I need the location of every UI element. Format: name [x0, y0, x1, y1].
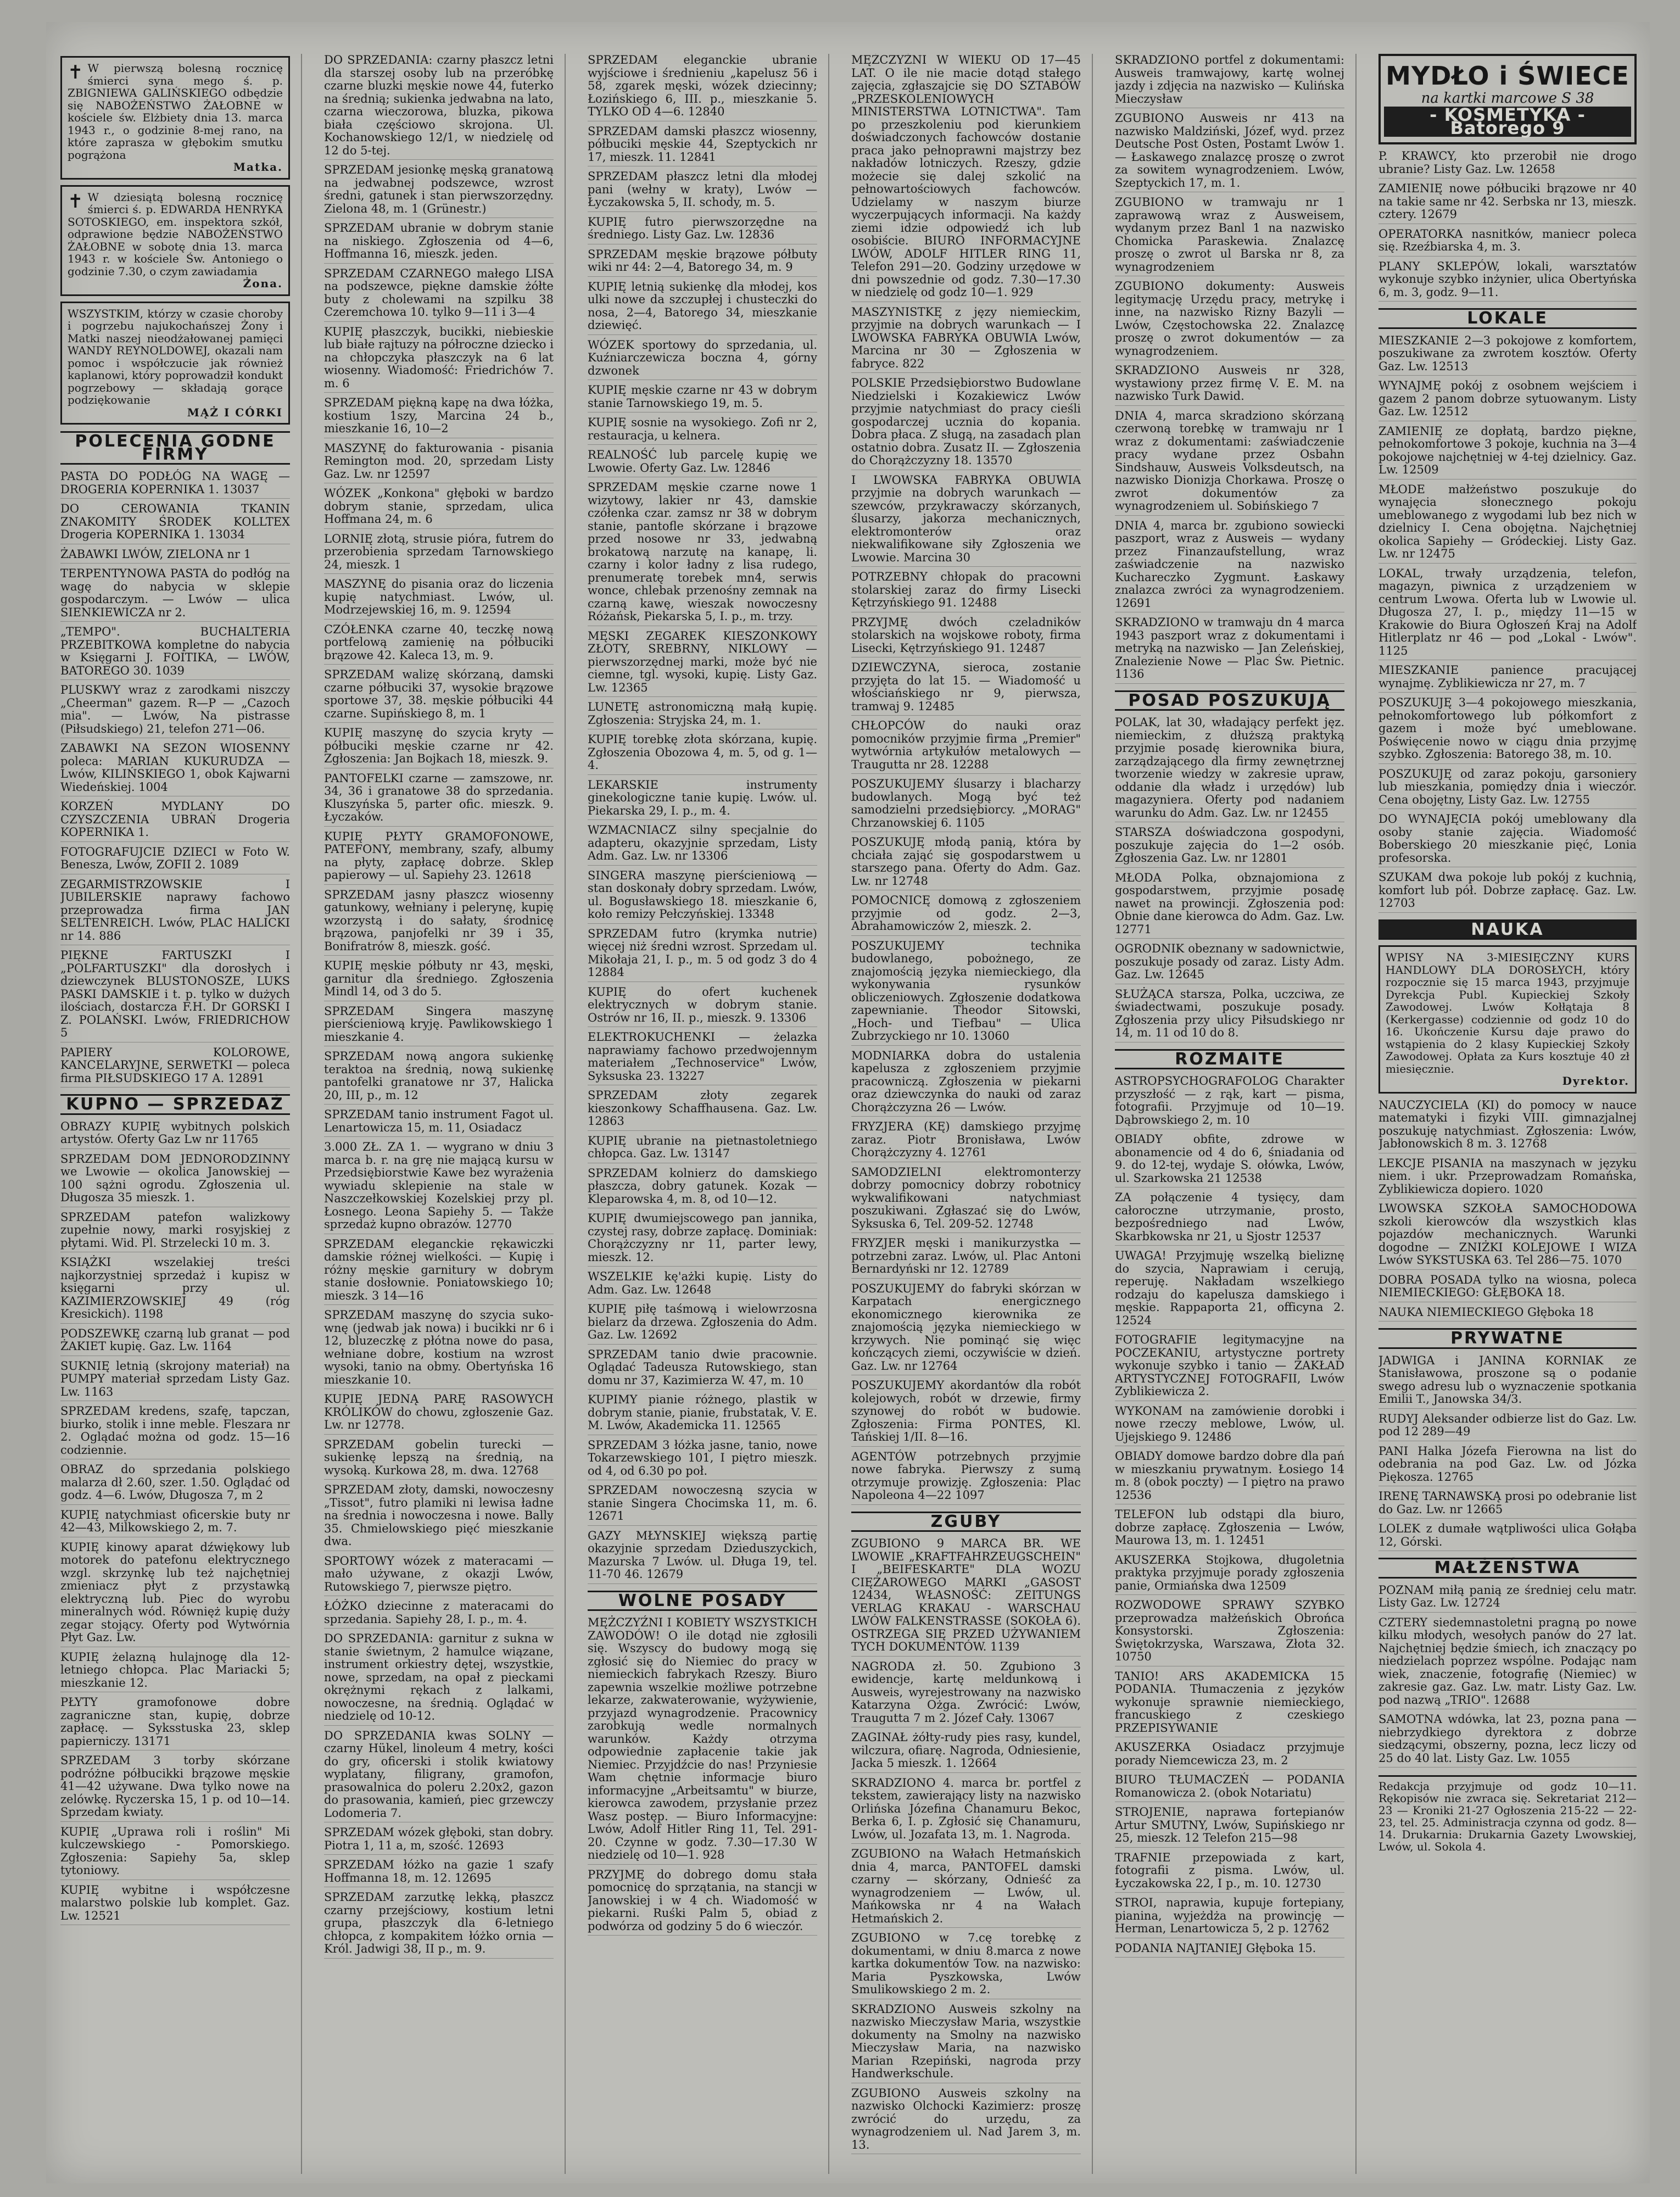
classified-ad: ZEGARMISTRZOWSKIE I JUBILERSKIE naprawy fachowo przeprowadza firma JAN SELTENREICH. Lwów, PLAC HALICKI nr 14. 886	[60, 878, 290, 946]
classified-ad: SPORTOWY wózek z materacami — mało używane, z okazji Lwów, Rutowskiego 7, pierwsze piętro.	[324, 1555, 554, 1597]
classified-ad: „TEMPO". BUCHALTERIA PRZEBITKOWA kompletne do nabycia w Księgarni J. FOITIKA, — LWÓW, BATOREGO 30. 1039	[60, 626, 290, 680]
classified-ad: ZGUBIONO w 7.cę torebkę z dokumentami, w dniu 8.marca z nowe kartka dokumentów Tow. na nazwisko: Maria Pyszkowska, Lwów Smulikowskiego 2 m. 2.	[851, 1932, 1081, 1999]
classified-ad: 3.000 ZŁ. ZA 1. — wygrano w dniu 3 marca b. r. na grę nie mającą kursu w Przedsiębiorstwie Kawe bez wyrażenia wywiadu sklepienie na stale w Naszczełkowskiej Kozelskiej przy pl. Łosnego. Leona Sapiehy 5. — Także sprzedaż kupno obrazów. 12770	[324, 1141, 554, 1234]
classified-ad: NAUCZYCIELA (KI) do pomocy w nauce matematyki i fizyki VIII. gimnazjalnej poszukuję natychmiast. Zgłoszenia: Lwów, Jabłonowskich 8 m. 3. 12768	[1378, 1099, 1637, 1153]
notice-box	[60, 56, 290, 180]
classified-ad: SPRZEDAM damski płaszcz wiosenny, półbuciki męskie 44, Szeptyckich nr 17, mieszk. 11. 12841	[588, 125, 817, 167]
classified-ad: POLSKIE Przedsiębiorstwo Budowlane Niedzielski i Kozakiewicz Lwów przyjmie natychmiast do pracy cieśli gospodarczej ucznia do kopania. Dobra płaca. Z sługą, na zasadach plan ostatnio dobra. Zusatz II. — Zgłoszenia do Chorążczyzny 18. 13570	[851, 377, 1081, 470]
classified-ad: OBIADY domowe bardzo dobre dla pań w mieszkaniu prywatnym. Łosiego 14 m. 8 (obok poczty) — I piętro na prawo 12536	[1115, 1450, 1344, 1504]
classified-ad: DOBRA POSADA tylko na wiosna, poleca NIEMIECKIEGO: GŁĘBOKA 18.	[1378, 1274, 1637, 1302]
classified-ad: SPRZEDAM eleganckie rękawiczki damskie różnej wielkości. — Kupię i różny męskie garnitury w dobrym stanie dosłownie. Poniatowskiego 10; mieszk. 3 14—16	[324, 1238, 554, 1306]
classified-ad: SPRZEDAM Singera maszynę pierścieniową kryję. Pawlikowskiego 1 mieszkanie 4.	[324, 1005, 554, 1047]
newspaper-page	[46, 22, 1650, 2183]
classified-ad: ASTROPSYCHOGRAFOLOG Charakter przyszłość — z rąk, kart — pisma, fotografii. Przyjmuje od 10—19. Dąbrowskiego 2, m. 10	[1115, 1075, 1344, 1129]
classified-ad: LOKAL, trwały urządzenia, telefon, magazyn, piwnica z urządzeniem w centrum Lwowa. Oferta lub w Lwowie ul. Długosza 27, I. p., między 11—15 w Krakowie do Biura Ogłoszeń Kraj na Adolf Hitlerplatz nr 46 — pod „Lokal - Lwów". 1125	[1378, 567, 1637, 661]
classified-ad: KUPIĘ męskie półbuty nr 43, męski, garnitur dla średniego. Zgłoszenia Mindl 14, od 3 do 5.	[324, 960, 554, 1001]
column-divider	[828, 54, 829, 2174]
classified-ad: SPRZEDAM 3 łóżka jasne, tanio, nowe Tokarzewskiego 101, I piętro mieszk. od 4, od 6.30 po poł.	[588, 1439, 817, 1481]
classified-ad: LEKCJE PISANIA na maszynach w języku niem. i ukr. Przeprowadzam Romańska, Zyblikiewicza dopiero. 1020	[1378, 1157, 1637, 1199]
classified-ad: JADWIGA i JANINA KORNIAK ze Stanisławowa, proszone są o podanie swego adresu lub o wyznaczenie spotkania Emilii T., Janowska 34/3.	[1378, 1354, 1637, 1409]
classified-ad: SPRZEDAM jesionkę męską granatową na jedwabnej podszewce, wzrost średni, gatunek i stan pierwszorzędny. Zielona 48, m. 1 (Grünestr.)	[324, 164, 554, 218]
classified-ad: SPRZEDAM walizę skórzaną, damski czarne półbuciki 37, wysokie brązowe sportowe 37, 38. męskie półbuciki 44 czarne. Supińskiego 8, m. 1	[324, 668, 554, 723]
classified-ad: SAMOTNA wdówka, lat 23, pozna pana — niebrzydkiego dyrektora z dobrze siedzącymi, obszerny, pozna, lecz liczy od 25 do 40 lat. Listy Gaz. Lw. 1055	[1378, 1713, 1637, 1767]
classified-ad: KUPIĘ „Uprawa roli i roślin" Mi kulczewskiego - Pomorskiego. Zgłoszenia: Sapiehy 5a, sklep tytoniowy.	[60, 1826, 290, 1880]
classified-ad: WÓZEK sportowy do sprzedania, ul. Kuźniarczewicza boczna 4, górny dzwonek	[588, 339, 817, 381]
column-divider	[1092, 54, 1093, 2174]
notice-box	[60, 185, 290, 296]
classified-ad: SKRADZIONO w tramwaju dn 4 marca 1943 paszport wraz z dokumentami i metryką na nazwisko — Jan Zeleńskiej, Znalezienie Nowe — Plac Św. Pietnic. 1136	[1115, 616, 1344, 684]
classified-ad: CZÓŁENKA czarne 40, teczkę nową portfelową zamienię na półbuciki brązowe 42. Kaleca 13, m. 9.	[324, 623, 554, 665]
brand-title: MYDŁO i ŚWIECE	[1386, 61, 1629, 91]
classified-ad: MASZYNISTKĘ z języ niemieckim, przyjmie na dobrych warunkach — I LWOWSKA FABRYKA OBUWIA Lwów, Marcina nr 30 — Zgłoszenia w fabryce. 822	[851, 306, 1081, 373]
classified-ad: REALNOŚĆ lub parcelę kupię we Lwowie. Oferty Gaz. Lw. 12846	[588, 449, 817, 477]
classified-ad: SPRZEDAM męskie brązowe półbuty wiki nr 44: 2—4, Batorego 34, m. 9	[588, 248, 817, 277]
classified-ad: AGENTÓW potrzebnych przyjmie nowe fabryka. Pierwszy z sumą otrzymuje prowizję. Zgłoszenia: Plac Napoleona 4—22 1097	[851, 1451, 1081, 1505]
column-divider	[565, 54, 566, 2174]
classified-ad: IRENĘ TARNAWSKĄ prosi po odebranie list do Gaz. Lw. nr 12665	[1378, 1490, 1637, 1519]
classified-ad: SPRZEDAM kolnierz do damskiego płaszcza, dobry gatunek. Kozak — Kleparowska 4, m. 8, od 10—12.	[588, 1167, 817, 1209]
classified-ad: SPRZEDAM DOM JEDNORODZINNY we Lwowie — okolica Janowskiej — 100 sążni ogrodu. Zgłoszenia ul. Długosza 35 mieszk. 1.	[60, 1153, 290, 1207]
classified-ad: ZAMIENIĘ nowe półbuciki brązowe nr 40 na takie same nr 42. Serbska nr 13, mieszk. cztery. 12679	[1378, 182, 1637, 224]
classified-ad: STARSZA doświadczona gospodyni, poszukuje zajęcia do 1—2 osób. Zgłoszenia Gaz. Lw. nr 12801	[1115, 826, 1344, 868]
classified-ad: SPRZEDAM futro (krymka nutrie) więcej niż średni wzrost. Sprzedam ul. Mikołaja 21, I. p., m. 5 od godz 3 do 4 12884	[588, 928, 817, 982]
brand-ad	[1378, 54, 1637, 144]
classified-ad: SPRZEDAM wózek głęboki, stan dobry. Piotra 1, 11 a, m, szość. 12693	[324, 1826, 554, 1855]
column-2	[324, 54, 554, 2174]
classified-ad: KUPIĘ PŁYTY GRAMOFONOWE, PATEFONY, membrany, szafy, albumy na płyty, zapłacę dobrze. Sklep papierowy — ul. Sapiehy 23. 12618	[324, 830, 554, 885]
classified-ad: SPRZEDAM łóżko na gazie 1 szafy Hoffmanna 18, m. 12. 12695	[324, 1859, 554, 1887]
classified-ad: LUNETĘ astronomiczną małą kupię. Zgłoszenia: Stryjska 24, m. 1.	[588, 701, 817, 729]
column-4	[851, 54, 1081, 2174]
classified-ad: KUPIMY pianie różnego, plastik w dobrym stanie, pianie, frubstatak, V. E. M. Lwów, Akademicka 11. 12565	[588, 1393, 817, 1435]
classified-ad: ZGUBIONO Ausweis szkolny na nazwisko Olchocki Kazimierz: proszę zwrócić do urzędu, za wynagrodzeniem ul. Nad Jarem 3, m. 13.	[851, 2087, 1081, 2155]
classified-ad: SPRZEDAM eleganckie ubranie wyjściowe i średnieniu „kapelusz 56 i 58, zgarek męski, wózek dziecinny; Łozińskiego 6, III. p., mieszkanie 5. TYLKO OD 4—6. 12840	[588, 54, 817, 121]
classified-ad: KSIĄŻKI wszelakiej treści najkorzystniej sprzedaż i kupisz w księgarni przy ul. KAZIMIERZOWSKIEJ 49 (róg Kresickich). 1198	[60, 1256, 290, 1324]
brand-subtitle: na kartki marcowe S 38	[1421, 90, 1594, 107]
classified-ad: SPRZEDAM złoty, damski, nowoczesny „Tissot", futro plamiki ni lewisa ładne na średnia i nowoczesna i nowe. Bally 35. Chmielowskiego pięć mieszkanie dwa.	[324, 1484, 554, 1551]
classified-ad: PANI Halka Józefa Fierowna na list do odebrania na pod Gaz. Lw. od Józka Piękosza. 12765	[1378, 1445, 1637, 1487]
classified-ad: SPRZEDAM złoty zegarek kieszonkowy Schaffhausena. Gaz. Lw. 12863	[588, 1089, 817, 1131]
classified-ad: OPERATORKA nasnitków, maniecr poleca się. Rzeźbiarska 4, m. 3.	[1378, 228, 1637, 256]
classified-ad: SAMODZIELNI elektromonterzy dobrzy pomocnicy dobrzy robotnicy wykwalifikowani natychmiast poszukiwani. Zgłaszać się do Lwów, Syksuska 6, Tel. 209-52. 12748	[851, 1166, 1081, 1234]
classified-ad: ZAGINAŁ żółty-rudy pies rasy, kundel, wilczura, ofiarę. Nagroda, Odniesienie, Jacka 5 mieszk. 1. 12664	[851, 1731, 1081, 1773]
classified-ad: POSZUKUJEMY akordantów dla robót kolejowych, robót w drzewie, firmy szynowej do robót w budowie. Zgłoszenia: Firma PONTES, Kl. Tańskiej 1/II. 8—16.	[851, 1379, 1081, 1447]
classified-ad: KUPIĘ dwumiejscowego pan jannika, czystej rasy, dobrze zapłacę. Dominiak: Chorążczyzny nr 11, parter lewy, mieszk. 12.	[588, 1212, 817, 1267]
classified-ad: FRYZJERA (KĘ) damskiego przyjmę zaraz. Piotr Bronisława, Lwów Chorążczyzny 4. 12761	[851, 1120, 1081, 1162]
classified-ad: WÓZEK „Konkona" głęboki w bardzo dobrym stanie, sprzedam, ulica Hoffmana 24, m. 6	[324, 487, 554, 529]
section-header: KUPNO — SPRZEDAŻ	[60, 1094, 290, 1115]
classified-ad: KUPIĘ maszynę do szycia kryty — półbuciki męskie czarne nr 42. Zgłoszenia: Jan Bojkach 18, mieszk. 9.	[324, 727, 554, 768]
classified-ad: BIURO TŁUMACZEŃ — PODANIA Romanowicza 2. (obok Notariatu)	[1115, 1774, 1344, 1802]
classified-ad: SPRZEDAM ubranie w dobrym stanie na niskiego. Zgłoszenia od 4—6, Hoffmanna 16, mieszk. jeden.	[324, 222, 554, 264]
classified-ad: NAGRODA zł. 50. Zgubiono 3 ewidencje, kartę meldunkową i Ausweis, wyrejestrowany na nazwisko Katarzyna Ożga. Zwrócić: Lwów, Traugutta 7 m 2. Józef Cały. 13067	[851, 1660, 1081, 1728]
notice-signature: Matka.	[233, 160, 283, 174]
classified-ad: LEKARSKIE instrumenty ginekologiczne tanie kupię. Lwów. ul. Piekarska 29, I. p., m. 4.	[588, 779, 817, 821]
classified-ad: KUPIĘ płaszczyk, bucikki, niebieskie lub białe rajtuzy na półroczne dziecko i na chłopczyka płaszczyk na 6 lat wiosenny. Wiadomość: Friedrichów 7. m. 6	[324, 326, 554, 393]
classified-ad: DO WYNAJĘCIA pokój umeblowany dla osoby stanie zajęcia. Wiadomość Boberskiego 20 mieszkanie pięć, Lonia profesorska.	[1378, 813, 1637, 867]
classified-ad: SŁUŻĄCA starsza, Polka, uczciwa, ze świadectwami, poszukuje posady. Zgłoszenia przy ulicy Piłsudskiego nr 14, m. 11 od 10 do 8.	[1115, 988, 1344, 1042]
classified-ad: PODANIA NAJTANIEJ Głęboka 15.	[1115, 1942, 1344, 1958]
classified-ad: PODSZEWKĘ czarną lub granat — pod ŻAKIET kupię. Gaz. Lw. 1164	[60, 1328, 290, 1356]
classified-ad: MĘŻCZYŹNI I KOBIETY WSZYSTKICH ZAWODÓW! O ile dotąd nie zgłosili się. Wszyscy do budowy mogą się zgłosić się do Niemiec do pracy w niemieckich fabrykach Rzeszy. Biuro zapewnia wszelkie możliwe potrzebne lekarze, zakwaterowanie, wyżywienie, przyjazd wynagrodzenie. Pracownicy zarobkują wedle normalnych warunków. Każdy otrzyma odpowiednie zapłacenie takie jak Niemiec. Przyjdźcie do nas! Przyniesie Wam chętnie informacje biuro informacyjne „Arbeitsamtu" w biurze, kierowca zawodem, przysłanie przez Wasz postęp. — Biuro Informacyjne: Lwów, Adolf Hitler Ring 11, Tel. 291-20. Czynne w godz. 7.30—17.30 W niedzielę od 10—1. 928	[588, 1616, 817, 1865]
classified-ad: KUPIĘ ubranie na pietnastoletniego chłopca. Gaz. Lw. 13147	[588, 1135, 817, 1163]
classified-ad: SPRZEDAM jasny płaszcz wiosenny gatunkowy, wełniany i pelerynę, kupię wzorzystą i do sałaty, środnicę brązowa, panjofelki nr 39 i 35, Bonifratrów 8, mieszk. gość.	[324, 889, 554, 956]
classified-ad: DO SPRZEDANIA: garnitur z sukna w stanie świetnym, 2 hamulce wiązane, instrument orkiestry dętej, wszystkie, nowe, sprzedam, na opał z pieckami okrężnymi rękach z lalkami, nowoczesne, na średnią. Oglądać w niedzielę od 10-12.	[324, 1632, 554, 1726]
classified-ad: MŁODA Polka, obznajomiona z gospodarstwem, przyjmie posadę nawet na prowincji. Zgłoszenia pod: Obnie dane kierowca do Adm. Gaz. Lw. 12771	[1115, 872, 1344, 939]
cross-icon: ✝	[68, 62, 83, 83]
classified-ad: ZABAWKI NA SEZON WIOSENNY poleca: MARIAN KUKURUDZA — Lwów, KILIŃSKIEGO 1, obok Kajwarni Wiedeńskiej. 1004	[60, 742, 290, 796]
column-5	[1115, 54, 1344, 2174]
classified-ad: UWAGA! Przyjmuję wszelką bieliznę do szycia, Naprawiam i cerują, reperuję. Nakładam wszelkiego rodzaju do kapelusza damskiego i męskie. Rappaporta 21, officyna 2. 12524	[1115, 1250, 1344, 1330]
section-header: WOLNE POSADY	[588, 1591, 817, 1611]
classified-ad: KUPIĘ torebkę złota skórzana, kupię. Zgłoszenia Obozowa 4, m. 5, od g. 1—4.	[588, 733, 817, 775]
classified-ad: KUPIĘ do ofert kuchenek elektrycznych w dobrym stanie. Ostrów nr 16, II. p., mieszk. 9. 13306	[588, 986, 817, 1028]
classified-ad: WSZELKIE kę'ażki kupię. Listy do Adm. Gaz. Lw. 12648	[588, 1270, 817, 1299]
notice-signature: Dyrektor.	[1562, 1074, 1629, 1088]
classified-ad: WYKONAM na zamówienie dorobki i nowe rzeczy meblowe, Lwów, ul. Ujejskiego 9. 12486	[1115, 1405, 1344, 1447]
classified-ad: PRZYJMĘ dwóch czeladników stolarskich na wojskowe roboty, firma Lisecki, Kętrzyńskiego 91. 12487	[851, 616, 1081, 658]
classified-ad: DNIA 4, marca br. zgubiono sowiecki paszport, wraz z Ausweis — wydany przez Finanzaufstellung, wraz zaświadczenie na nazwisko Kuchareczko Zygmunt. Łaskawy znalazca zwróci za wynagrodzeniem. 12691	[1115, 520, 1344, 613]
classified-ad: WYNAJMĘ pokój z osobnem wejściem i gazem 2 panom dobrze sytuowanym. Listy Gaz. Lw. 12512	[1378, 380, 1637, 421]
notice-box	[60, 302, 290, 425]
section-header: POLECENIA GODNE FIRMY	[60, 431, 290, 465]
classified-ad: ZGUBIONO Ausweis nr 413 na nazwisko Maldziński, Józef, wyd. przez Deutsche Post Osten, Postamt Lwów 1. — Łaskawego znalazcę proszę o zwrot za sowitem wynagrodzeniem. Lwów, Szeptyckich 17, m. 1.	[1115, 112, 1344, 192]
section-header: POSAD POSZUKUJĄ	[1115, 690, 1344, 711]
classified-ad: POZNAM miłą panią ze średniej celu matr. Listy Gaz. Lw. 12724	[1378, 1584, 1637, 1613]
classified-ad: MŁODE małżeństwo poszukuje do wynajęcia słonecznego pokoju umeblowanego z wygodami lub bez nich w dzielnicy I. Cena obojętna. Najchętniej okolica Sapiehy — Gródeckiej. Listy Gaz. Lw. nr 12475	[1378, 483, 1637, 564]
section-header: MAŁŻEŃSTWA	[1378, 1558, 1637, 1579]
classified-ad: SPRZEDAM zarzutkę lekką, płaszcz czarny przejściowy, kostium letni grupa, płaszczyk dla 6-letniego chłopca, z kompakitem łóżko ornia — Król. Jadwigi 38, II p., m. 9.	[324, 1891, 554, 1959]
classified-ad: OBRAZY KUPIĘ wybitnych polskich artystów. Oferty Gaz Lw nr 11765	[60, 1120, 290, 1149]
section-header: NAUKA	[1378, 919, 1637, 940]
classified-ad: POTRZEBNY chłopak do pracowni stolarskiej zaraz do firmy Lisecki Kętrzyńskiego 91. 12488	[851, 571, 1081, 612]
classified-ad: WZMACNIACZ silny specjalnie do adapteru, okazyjnie sprzedam, Listy Adm. Gaz. Lw. nr 13306	[588, 824, 817, 866]
classified-ad: KORZEŃ MYDLANY DO CZYSZCZENIA UBRAŃ Drogeria KOPERNIKA 1.	[60, 800, 290, 842]
section-header: LOKALE	[1378, 308, 1637, 329]
classified-ad: PŁYTY gramofonowe dobre zagraniczne stan, kupię, dobrze zapłacę. — Syksstuska 23, sklep papierniczy. 13171	[60, 1696, 290, 1750]
classified-ad: KUPIĘ męskie czarne nr 43 w dobrym stanie Tarnowskiego 19, m. 5.	[588, 384, 817, 412]
classified-ad: ZGUBIONO 9 MARCA BR. WE LWOWIE „KRAFTFAHRZEUGSCHEIN" I „BEIFESKARTE" DLA WOZU CIĘŻAROWEGO MARKI „GASOST 12434, WŁASNOŚĆ: ZEITUNGS VERLAG KRAKAU - WARSCHAU LWÓW FALKENSTRASSE (SOKOŁA 6). OSTRZEGA SIĘ PRZED UŻYWANIEM TYCH DOKUMENTÓW. 1139	[851, 1537, 1081, 1657]
classified-ad: FRYZJER męski i manikurzystka — potrzebni zaraz. Lwów, ul. Plac Antoni Bernardyński nr 12. 12789	[851, 1237, 1081, 1279]
classified-ad: STROI, naprawia, kupuje fortepiany, pianina, wyjeżdża na prowincję — Herman, Lenartowicza 5, 2 p. 12762	[1115, 1897, 1344, 1938]
classified-ad: PLANY SKLEPÓW, lokali, warsztatów wykonuje szybko inżynier, ulica Obertyńska 6, m. 3, godz. 9—11.	[1378, 260, 1637, 302]
classified-ad: SPRZEDAM CZARNEGO małego LISA na podszewce, piękne damskie żółte buty z cholewami na szpilku 38 Czeremchowa 10. tylko 9—11 i 3—4	[324, 267, 554, 322]
brand-strip: - KOSMETYKA - Batorego 9	[1384, 107, 1631, 137]
classified-ad: POSZUKUJĘ młodą panią, która by chciała zająć się gospodarstwem u starszego pana. Oferty do Adm. Gaz. Lw. nr 12748	[851, 836, 1081, 890]
classified-ad: NAUKA NIEMIECKIEGO Głęboka 18	[1378, 1306, 1637, 1322]
classified-ad: P. KRAWCY, kto przerobił nie drogo ubranie? Listy Gaz. Lw. 12658	[1378, 150, 1637, 179]
classified-ad: KUPIĘ letnią sukienkę dla młodej, kos ulki nowe da szczupłej i chusteczki do nosa, 2—4, Batorego 34, mieszkanie dziewięć.	[588, 281, 817, 335]
classified-ad: STROJENIE, naprawa fortepianów Artur SMUTNY, Lwów, Supińskiego nr 25, mieszk. 12 Telefon 215—98	[1115, 1806, 1344, 1848]
notice-text: WSZYSTKIM, którzy w czasie choroby i pogrzebu najukochańszej Żony i Matki naszej nieodżałowanej pamięci WANDY REYNOLDOWEJ, okazali nam pomoc i współczucie jak również kaplanowi, który poprowadził kondukt pogrzebowy — składają gorące podziękowanie	[68, 306, 283, 406]
classified-ad: LORNIĘ złotą, strusie pióra, futrem do przerobienia sprzedam Tarnowskiego 24, mieszk. 1	[324, 533, 554, 575]
classified-ad: MIESZKANIE 2—3 pokojowe z komfortem, poszukiwane za zwrotem kosztów. Oferty Gaz. Lw. 12513	[1378, 334, 1637, 376]
classified-ad: SPRZEDAM tanio instrument Fagot ul. Lenartowicza 15, m. 11, Osiadacz	[324, 1108, 554, 1137]
notice-signature: Żona.	[243, 277, 283, 290]
classified-ad: ŻABAWKI LWÓW, ZIELONA nr 1	[60, 548, 290, 564]
classified-ad: MASZYNĘ do fakturowania - pisania Remington mod. 20, sprzedam Listy Gaz. Lw. nr 12597	[324, 442, 554, 484]
classified-ad: ŁÓŻKO dziecinne z materacami do sprzedania. Sapiehy 28, I. p., m. 4.	[324, 1600, 554, 1629]
classified-ad: DO CEROWANIA TKANIN ZNAKOMITY ŚRODEK KOLLTEX Drogeria KOPERNIKA 1. 13034	[60, 503, 290, 544]
classified-ad: OGRODNIK obeznany w sadownictwie, poszukuje posady od zaraz. Listy Adm. Gaz. Lw. 12645	[1115, 943, 1344, 984]
classified-ad: ZAMIENIĘ ze dopłatą, bardzo piękne, pełnokomfortowe 3 pokoje, kuchnia na 3—4 pokojowe najchętniej w 4-tej dzielnicy. Gaz. Lw. 12509	[1378, 425, 1637, 479]
classified-ad: SPRZEDAM patefon walizkowy zupełnie nowy, marki rosyjskiej z płytami. Wid. Pl. Strzelecki 10 m. 3.	[60, 1211, 290, 1253]
classified-ad: FOTOGRAFUJCIE DZIECI w Foto W. Benesza, Lwów, ZOFII 2. 1089	[60, 846, 290, 874]
classified-ad: POSZUKUJĘ od zaraz pokoju, garsoniery lub mieszkania, pomiędzy dnia i wieczór. Cena obojętny, Listy Gaz. Lw. 12755	[1378, 768, 1637, 810]
classified-ad: MIESZKANIE panience pracującej wynajmę. Zyblikiewicza nr 27, m. 7	[1378, 664, 1637, 693]
column-1	[60, 54, 290, 2174]
classified-ad: POMOCNICĘ domową z zgłoszeniem przyjmie od godz. 2—3, Abrahamowiczów 2, mieszk. 2.	[851, 894, 1081, 936]
classified-ad: POLAK, lat 30, władający perfekt jęz. niemieckim, z dłuższą praktyką przyjmie posadę kierownika biura, zarządzającego dla firmy zewnętrznej tworzenie wiedzy w zakresie upraw, oddanie dla władz i urzędów) lub magazyniera. Oferty pod nadaniem warunku do Adm. Gaz. Lw. nr 12455	[1115, 716, 1344, 822]
classified-ad: SPRZEDAM tanio dwie pracownie. Oglądać Tadeusza Rutowskiego, stan domu nr 37, Kazimierza W. 47, m. 10	[588, 1348, 817, 1390]
classified-ad: SPRZEDAM piękną kapę na dwa łóżka, kostium 1szy, Marcina 24 b., mieszkanie 16, 10—2	[324, 397, 554, 438]
classified-ad: SPRZEDAM kredens, szafę, tapczan, biurko, stolik i inne meble. Fleszara nr 2. Oglądać można od godz. 15—16 codziennie.	[60, 1405, 290, 1459]
column-divider	[1355, 54, 1357, 2174]
classified-ad: CHŁOPCÓW do nauki oraz pomocników przyjmie firma „Premier" wytwórnia artykułów metalowych — Traugutta nr 28. 12288	[851, 720, 1081, 774]
classified-ad: MĘŻCZYŹNI W WIEKU OD 17—45 LAT. O ile nie macie dotąd stałego zajęcia, zgłaszajcie się DO SZTABÓW „PRZESKOLENIOWYCH MINISTERSTWA LOTNICTWA". Tam po przeszkoleniu pod kierunkiem doświadczonych fachowców dostanie praca jako pełnoprawni majstrzy bez nakładów lotniczych. Rzeszy, gdzie możecie się dalej szkolić na pełnowartościowych fachowców. Udzielamy w naszym biurze wyczerpujących informacji. Na każdy ziemi idzie odpowiedź ich lub osobiście. BIURO INFORMACYJNE LWÓW, ADOLF HITLER RING 11, Telefon 291—20. Godziny urzędowe w dni powszednie od godz. 7.30—17.30 w niedzielę od godz 10—1. 929	[851, 54, 1081, 302]
classified-ad: PIĘKNE FARTUSZKI I „POLFARTUSZKI" dla dorosłych i dziewczynek BLUSTONOSZE, LUKS PASKI DAMSKIE i t. p. tylko w dużych ilościach, dostarcza F.H. Dr GORSKI I Z. POLAŃSKI. Lwów, FRIEDRICHOW 5	[60, 949, 290, 1042]
classified-ad: DNIA 4, marca skradziono skórzaną czerwoną torebkę w tramwaju nr 1 wraz z dokumentami: zaświadczenie pracy wydane przez Osbahn Sindshauw, Ausweis Volksdeutsch, na nazwisko Dionizja Chorkawa. Proszę o zwrot dokumentów za wynagrodzeniem ul. Sobińskiego 7	[1115, 410, 1344, 516]
classified-ad: MASZYNĘ do pisania oraz do liczenia kupię natychmiast. Lwów, ul. Modrzejewskiej 16, m. 9. 12594	[324, 578, 554, 620]
classified-ad: SKRADZIONO Ausweis nr 328, wystawiony przez firmę V. E. M. na nazwisko Turk Dawid.	[1115, 364, 1344, 406]
column-3	[588, 54, 817, 2174]
classified-ad: ZGUBIONO dokumenty: Ausweis legitymację Urzędu pracy, metrykę i inne, na nazwisko Rizny Bazyli — Lwów, Częstochowska 22. Znalazcę proszę o zwrot dokumentów — za wynagrodzeniem.	[1115, 280, 1344, 360]
classified-ad: TELEFON lub odstąpi dla biuro, dobrze zapłacę. Zgłoszenia — Lwów, Maurowa 13, m. 1. 12451	[1115, 1508, 1344, 1550]
classified-ad: KUPIĘ sosnie na wysokiego. Zofi nr 2, restauracja, u kelnera.	[588, 416, 817, 445]
classified-ad: CZTERY siedemnastoletni pragną po nowe kilku młodych, wesołych panów do 27 lat. Najchętniej będzie śmiech, ich znaczący po niedzielach poprzez wspólne. Podając nam wiek, znaczenie, fotografię (Niemiec) w zakresie gaz. Gaz. Lw. matr. Listy Gaz. Lw. pod nazwą „TRIO". 12688	[1378, 1616, 1637, 1710]
classified-ad: PLUSKWY wraz z zarodkami niszczy „Cheerman" gazem. R—P — „Cazoch mia". — Lwów, Na pistrasse (Piłsudskiego) 21, telefon 271—06.	[60, 684, 290, 738]
classified-ad: ROZWODOWE SPRAWY SZYBKO przeprowadza małżeńskich Obrońca Konsystorski. Zgłoszenia: Świętokrzyska, Warszawa, Złota 32. 10750	[1115, 1599, 1344, 1666]
classified-ad: POSZUKUJĘ 3—4 pokojowego mieszkania, pełnokomfortowego lub półkomfort z gazem i może być umeblowane. Poświęcenie nowo w ciągu dnia przyjmę szybko. Zgłoszenia: Batorego 38, m. 10.	[1378, 696, 1637, 764]
classified-ad: SPRZEDAM nową angora sukienkę teraktoa na średnią, nową sukienkę pantofelki granatowe nr 37, Halicka 20, III, p., m. 12	[324, 1050, 554, 1105]
classified-ad: TERPENTYNOWA PASTA do podłóg na wagę do nabycia w sklepie gospodarczym. — Lwów — ulica SIENKIEWICZA nr 2.	[60, 567, 290, 622]
classified-ad: SKRADZIONO 4. marca br. portfel z tekstem, zawierający listy na nazwisko Orlińska Józefina Chanamuru Bekoc, Berka 6, I. p. Zgłosić się Chanamuru, Lwów, ul. Jozafata 13, m. 1. Nagroda.	[851, 1777, 1081, 1844]
classified-ad: SPRZEDAM męskie czarne nowe 1 wizytowy, lakier nr 43, damskie czółenka czar. zamsz nr 38 w dobrym stanie, pantofle skórzane i brązowe przed nosowe nr 33, jedwabną brokatową narzutę na kanapę, li. czarny i kolor ładny z lisa rudego, prenumeratę torebek mn4, serwis wonce, chlebak przenośny zemnak na czarną kawę, wieszak nowoczesny Różańsk, Piekarska 5, I. p., m. trzy.	[588, 481, 817, 626]
classified-ad: SUKNIĘ letnią (skrojony materiał) na PUMPY materiał sprzedam Listy Gaz. Lw. 1163	[60, 1360, 290, 1402]
classified-ad: MODNIARKA dobra do ustalenia kapelusza z zgłoszeniem przyjmie pracowniczą. Zgłoszenia w piekarni oraz dziewczynka do nauki od zaraz Chorążczyzna 26 — Lwów.	[851, 1050, 1081, 1117]
classified-ad: KUPIĘ piłę taśmową i wielowrzosna bielarz da drzewa. Zgłoszenia do Adm. Gaz. Lw. 12692	[588, 1303, 817, 1345]
cross-icon: ✝	[68, 190, 83, 213]
classified-ad: DO SPRZEDANIA: czarny płaszcz letni dla starszej osoby lub na przeróbkę czarne bluzki męskie nowe 44, futerko na średnią; sukienka jedwabna na lato, czarna wieczorowa, bluzka, pikowa biała częściowo skrojona. Ul. Kochanowskiego 12/1, w niedzielę od 12 do 5-tej.	[324, 54, 554, 160]
classified-ad: PANTOFELKI czarne — zamszowe, nr. 34, 36 i granatowe 38 do sprzedania. Kluszyńska 5, parter ofic. mieszk. 9. Łyczaków.	[324, 772, 554, 827]
classified-ad: RUDYJ Aleksander odbierze list do Gaz. Lw. pod 12 289—49	[1378, 1413, 1637, 1441]
editorial-footer: Redakcja przyjmuje od godz 10—11. Rękopisów nie zwraca się. Sekretariat 212—23 — Kroniki 21-27 Ogłoszenia 215-22 — 22-23, tel. 25. Administracja czynna od godz. 8—14. Drukarnia: Drukarnia Gazety Lwowskiej, Lwów, ul. Sokola 4.	[1378, 1775, 1637, 1853]
notice-signature: MĄŻ I CÓRKI	[187, 405, 283, 419]
classified-ad: KUPIĘ natychmiast oficerskie buty nr 42—43, Milkowskiego 2, m. 7.	[60, 1509, 290, 1537]
classified-ad: POSZUKUJEMY technika budowlanego, pobożnego, ze znajomością języka niemieckiego, dla wykonywania rysunków obliczeniowych. Zgłoszenie dodatkowa zapewnianie. Theodor Sitowski, „Hoch- und Tiefbau" — Ulica Zubrzyckiego nr 10. 13060	[851, 940, 1081, 1046]
classified-ad: SPRZEDAM płaszcz letni dla młodej pani (wełny w kraty), Lwów — Łyczakowska 5, II. schody, m. 5.	[588, 170, 817, 212]
classified-ad: SKRADZIONO Ausweis szkolny na nazwisko Mieczysław Maria, wszystkie dokumenty na Smolny na nazwisko Mieczysław Maria, na nazwisko Marian Rzepiński, nagroda przy Handwerkschule.	[851, 2003, 1081, 2083]
classified-ad: TRAFNIE przepowiada z kart, fotografii z pisma. Lwów, ul. Łyczakowska 22, I p., m. 10. 12730	[1115, 1852, 1344, 1893]
classified-ad: MĘSKI ZEGAREK KIESZONKOWY ZŁOTY, SREBRNY, NIKLOWY — pierwszorzędnej marki, może być nie ciemne, tgl. wysoki, kupię. Listy Gaz. Lw. 12365	[588, 630, 817, 698]
classified-ad: PAPIERY KOLOROWE, KANCELARYJNE, SERWETKI — poleca firma PIŁSUDSKIEGO 17 A. 12891	[60, 1046, 290, 1088]
column-6	[1378, 54, 1637, 2174]
notice-text: W pierwszą bolesną rocznicę śmierci syna mego ś. p. ZBIGNIEWA GALIŃSKIEGO odbędzie się NABOŻEŃSTWO ŻAŁOBNE w kościele św. Elżbiety dnia 13. marca 1943 r., o godzinie 8-mej rano, na które zaprasza w głębokim smutku pogrążona	[68, 62, 283, 161]
classified-ad: KUPIĘ żelazną hulajnogę dla 12-letniego chłopca. Plac Mariacki 5; mieszkanie 12.	[60, 1651, 290, 1693]
classified-ad: KUPIĘ wybitne i współczesne malarstwo polskie lub komplet. Gaz. Lw. 12521	[60, 1884, 290, 1926]
classified-ad: AKUSZERKA Osiadacz przyjmuje porady Niemcewicza 23, m. 2	[1115, 1741, 1344, 1770]
classified-ad: KUPIĘ JEDNĄ PARĘ RASOWYCH KRÓLIKÓW do chowu, zgłoszenie Gaz. Lw. nr 12778.	[324, 1393, 554, 1435]
classified-ad: OBRAZ do sprzedania polskiego malarza dł 2.60, szer. 1.50. Oglądać od godz. 4—6. Lwów, Długosza 7, m 2	[60, 1463, 290, 1505]
classified-ad: KUPIĘ futro pierwszorzędne na średniego. Listy Gaz. Lw. 12836	[588, 216, 817, 244]
classified-ad: LOLEK z dumałe wątpliwości ulica Gołąba 12, Górski.	[1378, 1523, 1637, 1551]
classified-ad: DO SPRZEDANIA kwas SOLNY — czarny Hükel, linoleum 4 metry, kości do gry, oficerski i stolik kwiatowy wyplatany, filigrany, gramofon, prasowalnica do poleru 2.20x2, gazon do prasowania, kamień, piec grzewczy Lodomeria 7.	[324, 1730, 554, 1823]
classified-ad: AKUSZERKA Stojkowa, długoletnia praktyka przyjmuje porady zgłoszenia panie, Ormiańska dwa 12509	[1115, 1554, 1344, 1596]
classified-ad: GAZY MŁYNSKIEJ większą partię okazyjnie sprzedam Dzieduszyckich, Mazurska 7 Lwów. ul. Długa 19, tel. 11-70 46. 12679	[588, 1530, 817, 1584]
classified-ad: TANIO! ARS AKADEMICKA 15 PODANIA. Tłumaczenia z języków wykonuje sprawnie niemieckiego, francuskiego z czeskiego PRZEPISYWANIE	[1115, 1670, 1344, 1738]
classified-ad: POSZUKUJEMY ślusarzy i blacharzy budowlanych. Mogą być też samodzielni przedsiębiorcy. „MORAG" Chrzanowskiej 6. 1105	[851, 778, 1081, 832]
notice-text: W dziesiątą bolesną rocznicę śmierci ś. p. EDWARDA HENRYKA SOTOSKIEGO, em. inspektora szkół, odprawione będzie NABOŻEŃSTWO ŻAŁOBNE w sobotę dnia 13. marca 1943 r. w kościele Św. Antoniego o godzinie 7.30, o czym zawiadamia	[68, 190, 283, 278]
classified-ad: POSZUKUJEMY do fabryki skórzan w Karpatach energicznego ekonomicznego kierownika ze znajomością języka niemieckiego w krzywych. Nie pominąć się więc kończących ziemi, oczywiście w dzień. Gaz. Lw. nr 12764	[851, 1282, 1081, 1376]
classified-ad: PRZYJMĘ do dobrego domu stała pomocnicę do sprzątania, na stancji w Janowskiej i w 4 ch. Wiadomość w piekarni. Ruśki Palm 5, obiad z podwórza od godziny 5 do 6 wieczór.	[588, 1869, 817, 1936]
classified-ad: FOTOGRAFIE legitymacyjne na POCZEKANIU, artystyczne portrety wykonuje szybko i tanio — ZAKŁAD ARTYSTYCZNEJ FOTOGRAFII, Lwów Zyblikiewicza 2.	[1115, 1334, 1344, 1401]
classified-ad: ELEKTROKUCHENKI — żelazka naprawiamy fachowo przedwojennym materiałem „Technoservice" Lwów, Syksuska 23. 13227	[588, 1031, 817, 1085]
classified-ad: ZA połączenie 4 tysięcy, dam całoroczne utrzymanie, prosto, bezpośredniego nad Lwów, Skarbkowska nr 21, u Sjostr 12537	[1115, 1191, 1344, 1246]
column-divider	[301, 54, 302, 2174]
classified-ad: OBIADY obfite, zdrowe w abonamencie od 4 do 6, śniadania od 9. do 12-tej, wydaje S. ołówka, Lwów, ul. Szarkowska 21 12538	[1115, 1133, 1344, 1187]
classified-ad: KUPIĘ kinowy aparat dźwiękowy lub motorek do patefonu elektrycznego wzgl. skrzynkę lub też najchętniej zmieniacz płyt z przystawką elektryczną lub. Piec do wyrobu mineralnych wód. Równięż kupię duży zegar stojący. Oferty pod Wytwórnia Płyt Gaz. Lw.	[60, 1541, 290, 1647]
classified-ad: I LWOWSKA FABRYKA OBUWIA przyjmie na dobrych warunkach — szewców, przykrawaczy skórzanych, ślusarzy, jakorza mechanicznych, elektromonterów oraz niekwalifikowane siły Zgłoszenia we Lwowie. Marcina 30	[851, 474, 1081, 567]
classified-ad: LWOWSKA SZKOŁA SAMOCHODOWA szkoli kierowców dla wszystkich klas pojazdów mechanicznych. Warunki dogodne — ZNIŻKI KOLEJOWE I WIZA Lwów SYKSTUSKA 63. Tel 286—75. 1070	[1378, 1202, 1637, 1270]
classified-ad: ZGUBIONO na Wałach Hetmańskich dnia 4, marca, PANTOFEL damski czarny — skórzany, Odnieść za wynagrodzeniem — Lwów, ul. Mańkowska nr 4 na Wałach Hetmańskich 2.	[851, 1848, 1081, 1928]
classified-ad: ZGUBIONO w tramwaju nr 1 zaprawową wraz z Ausweisem, wydanym przez Banl 1 na nazwisko Chomicka Paraskewia. Znalazcę proszę o zwrot ul Barska nr 8, za wynagrodzeniem	[1115, 196, 1344, 276]
classified-ad: SPRZEDAM nowoczesną szycia w stanie Singera Chocimska 11, m. 6. 12671	[588, 1484, 817, 1526]
section-header: PRYWATNE	[1378, 1328, 1637, 1349]
classified-ad: SPRZEDAM 3 torby skórzane podróżne półbucikki brązowe męskie 41—42 używane. Dwa tylko nowe na zelówkę. Ryczerska 15, 1 p. od 10—14. Sprzedam kwiaty.	[60, 1754, 290, 1822]
classified-ad: SKRADZIONO portfel z dokumentami: Ausweis tramwajowy, kartę wolnej jazdy i zdjęcia na nazwisko — Kulińska Mieczysław	[1115, 54, 1344, 108]
classified-ad: DZIEWCZYNA, sieroca, zostanie przyjęta do lat 15. — Wiadomość u włościańskiego nr 9, pierwsza, tramwaj 9. 12485	[851, 661, 1081, 716]
notice-text: WPISY NA 3-MIESIĘCZNY KURS HANDLOWY DLA DOROSŁYCH, który rozpocznie się 15 marca 1943, przyjmuje Dyrekcja Publ. Kupieckiej Szkoły Zawodowej. Lwów Kołłątaja 8 (Kerkergasse) codziennie od godz 10 do 16. Ukończenie Kursu daje prawo do wstąpienia do 2 klasy Kupieckiej Szkoły Zawodowej. Opłata za Kurs kosztuje 40 zł miesięcznie.	[1386, 951, 1629, 1075]
classified-ad: SPRZEDAM gobelin turecki — sukienkę lepszą na średnią, na wysoką. Kurkowa 28, m. dwa. 12768	[324, 1438, 554, 1480]
classified-ad: SINGERA maszynę pierścieniową — stan doskonały dobry sprzedam. Lwów, ul. Bogusławskiego 18. mieszkanie 6, koło remizy Pełczyńskiej. 13348	[588, 869, 817, 924]
classified-ad: SZUKAM dwa pokoje lub pokój z kuchnią, komfort lub pół. Dobrze zapłacę. Gaz. Lw. 12703	[1378, 871, 1637, 913]
notice-box	[1378, 945, 1637, 1094]
section-header: ROZMAITE	[1115, 1049, 1344, 1070]
classified-ad: SPRZEDAM maszynę do szycia suko-wnę (jedwab jak nowa) i bucikki nr 6 i 12, bluzeczkę z płótna nowe do pasa, wełniane dobre, kostium na wzrost wysoki, tanio na obmy. Obertyńska 16 mieszkanie 10.	[324, 1309, 554, 1389]
classified-ad: PASTA DO PODŁÓG NA WAGĘ — DROGERIA KOPERNIKA 1. 13037	[60, 470, 290, 499]
section-header: ZGUBY	[851, 1512, 1081, 1532]
